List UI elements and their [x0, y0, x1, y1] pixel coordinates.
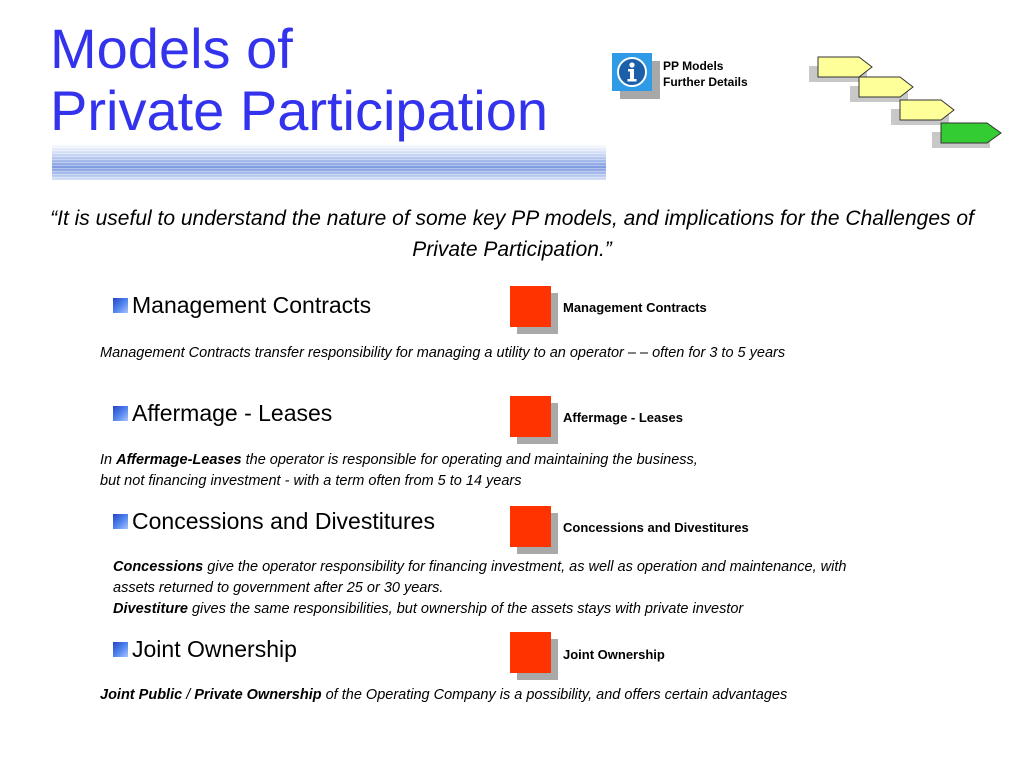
desc-text: but not financing investment - with a term often from 5 to 14 years: [100, 473, 522, 489]
desc-text: gives the same responsibilities, but ownership of the assets stays with private investor: [187, 601, 744, 617]
section-heading-text: Management Contracts: [132, 292, 372, 318]
desc-text: the operator is responsible for operating and maintaining the business,: [241, 452, 698, 468]
affermage-leases-button[interactable]: [510, 396, 558, 444]
title-underline-bar: [52, 144, 606, 180]
bullet-icon: [113, 406, 128, 421]
concessions-divestitures-button[interactable]: [510, 506, 558, 554]
info-button[interactable]: [612, 53, 660, 99]
info-label-line-1: PP Models: [663, 59, 724, 73]
desc-text: /: [182, 687, 195, 703]
page-title: [50, 18, 548, 142]
management-contracts-button-label: Management Contracts: [563, 300, 707, 315]
desc-text: In: [100, 452, 117, 468]
section-heading-concessions-divestitures: [113, 508, 435, 535]
bullet-icon: [113, 642, 128, 657]
desc-bold-term: Divestiture: [113, 601, 188, 617]
arrow-right-icon: [858, 76, 914, 98]
section-heading-text: Affermage - Leases: [132, 400, 333, 426]
desc-bold-term: Affermage-Leases: [116, 452, 242, 468]
desc-text: give the operator responsibility for financing investment, as well as operation and maintenance, with assets returned to government after 25 or 30 years.: [113, 559, 847, 596]
arrow-right-icon: [817, 56, 873, 78]
step-arrow-4-current[interactable]: [932, 122, 996, 152]
section-heading-management-contracts: [113, 292, 371, 319]
arrow-right-icon: [940, 122, 1002, 144]
concessions-divestitures-description: [113, 557, 883, 620]
concessions-divestitures-button-label: Concessions and Divestitures: [563, 520, 749, 535]
desc-bold-term: Concessions: [113, 559, 204, 575]
bullet-icon: [113, 298, 128, 313]
section-heading-affermage-leases: [113, 400, 332, 427]
section-heading-text: Joint Ownership: [132, 636, 297, 662]
section-heading-joint-ownership: [113, 636, 297, 663]
affermage-leases-description: [100, 450, 860, 492]
bullet-icon: [113, 514, 128, 529]
management-contracts-button[interactable]: [510, 286, 558, 334]
joint-ownership-button-label: Joint Ownership: [563, 647, 665, 662]
info-label-line-2: Further Details: [663, 75, 748, 89]
section-heading-text: Concessions and Divestitures: [132, 508, 435, 534]
title-line-1: Models of: [50, 17, 293, 80]
desc-bold-term: Private Ownership: [194, 687, 322, 703]
desc-bold-term: Joint Public: [100, 687, 183, 703]
info-button-label: [663, 58, 748, 90]
joint-ownership-description: [100, 685, 840, 706]
management-contracts-description: Management Contracts transfer responsibility for managing a utility to an operator – – often for 3 to 5 years: [100, 345, 786, 361]
info-icon: [612, 53, 652, 91]
affermage-leases-button-label: Affermage - Leases: [563, 410, 683, 425]
arrow-right-icon: [899, 99, 955, 121]
desc-text: of the Operating Company is a possibility, and offers certain advantages: [321, 687, 788, 703]
intro-quote: “It is useful to understand the nature of some key PP models, and implications for the Challenges of Private Participation.”: [50, 207, 974, 261]
title-line-2: Private Participation: [50, 79, 549, 142]
joint-ownership-button[interactable]: [510, 632, 558, 680]
